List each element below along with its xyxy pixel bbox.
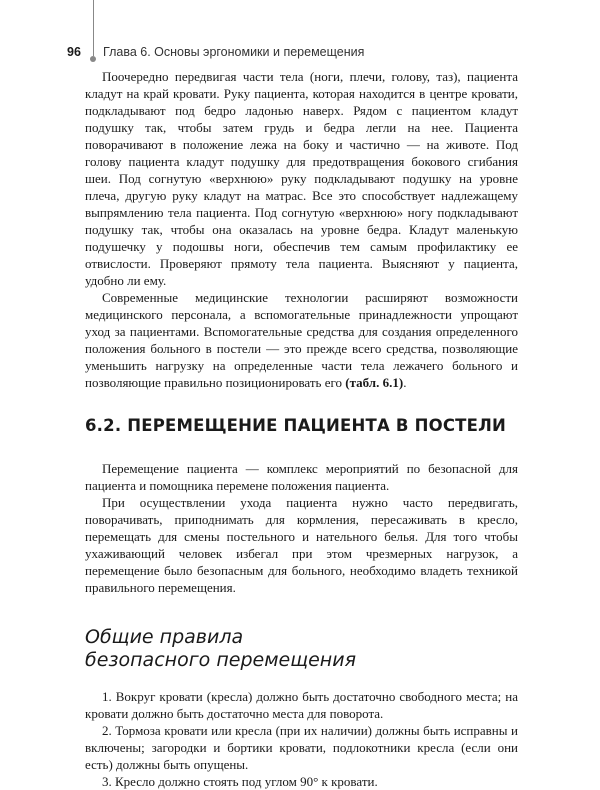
section-paragraph: При осуществлении ухода пациента нужно часто передвигать, поворачивать, приподнимать для кормления, пересаживать в кресло, перемещать для смены постельного и нательного белья. Для того чтобы ухаживающий человек избегал при этом чрезмерных нагрузок, а перемещение было безопасным для больного, необходимо владеть техникой правильного перемещения. xyxy=(85,495,518,595)
section-paragraph: Перемещение пациента — комплекс мероприятий по безопасной для пациента и помощника перемене положения пациента. xyxy=(85,461,518,493)
page-content xyxy=(85,68,518,790)
rules-list xyxy=(85,688,518,790)
body-paragraph-text: Современные медицинские технологии расширяют возможности медицинского персонала, а вспомогательные принадлежности упрощают уход за пациентами. Вспомогательные средства для создания определенного положения больного в постели — это прежде всего средства, позволяющие уменьшить нагрузку на определенные части тела лежачего больного и позволяющие правильно позиционировать его xyxy=(85,290,518,390)
table-reference: (табл. 6.1) xyxy=(345,375,404,390)
body-paragraph: Современные медицинские технологии расширяют возможности медицинского персонала, а вспомогательные принадлежности упрощают уход за пациентами. Вспомогательные средства для создания определенного положения больного в постели — это прежде всего средства, позволяющие уменьшить нагрузку на определенные части тела лежачего больного и позволяющие правильно позиционировать его (табл. 6.1). xyxy=(85,290,518,390)
rule-item: 3. Кресло должно стоять под углом 90° к кровати. xyxy=(102,774,378,789)
body-paragraph: Поочередно передвигая части тела (ноги, плечи, голову, таз), пациента кладут на край кровати. Руку пациента, которая находится в центре кровати, подкладывают под бедро ладонью наверх. Рядом с пациентом кладут подушку так, чтобы затем грудь и бедра легли на нее. Пациента поворачивают в положение лежа на боку и частично — на животе. Под голову пациента кладут подушку для предотвращения бокового сгибания шеи. Под согнутую «верхнюю» руку подкладывают подушку на уровне плеча, другую руку кладут на матрас. Все это способствует надлежащему выпрямлению тела пациента. Под согнутую «верхнюю» ногу подкладывают подушку так, чтобы она оказалась на уровне бедра. Кладут маленькую подушечку у подошвы ноги, обеспечив тем самым профилактику ее отвислости. Проверяют прямоту тела пациента. Выясняют у пациента, удобно ли ему. xyxy=(85,69,518,288)
header-vertical-rule xyxy=(93,0,94,56)
header-rule-dot xyxy=(90,56,96,62)
page-number: 96 xyxy=(67,45,81,59)
subsection-heading xyxy=(85,626,518,672)
subsection-heading-line: безопасного перемещения xyxy=(85,649,357,671)
rule-item: 2. Тормоза кровати или кресла (при их наличии) должны быть исправны и включены; загородки и бортики кровати, подлокотники кресла (если они есть) должны быть опущены. xyxy=(85,723,518,772)
chapter-title: Глава 6. Основы эргономики и перемещения xyxy=(103,45,365,59)
rule-item: 1. Вокруг кровати (кресла) должно быть достаточно свободного места; на кровати должно быть достаточно места для поворота. xyxy=(85,689,518,721)
subsection-heading-line: Общие правила xyxy=(85,626,244,648)
section-heading: 6.2. ПЕРЕМЕЩЕНИЕ ПАЦИЕНТА В ПОСТЕЛИ xyxy=(85,416,507,435)
